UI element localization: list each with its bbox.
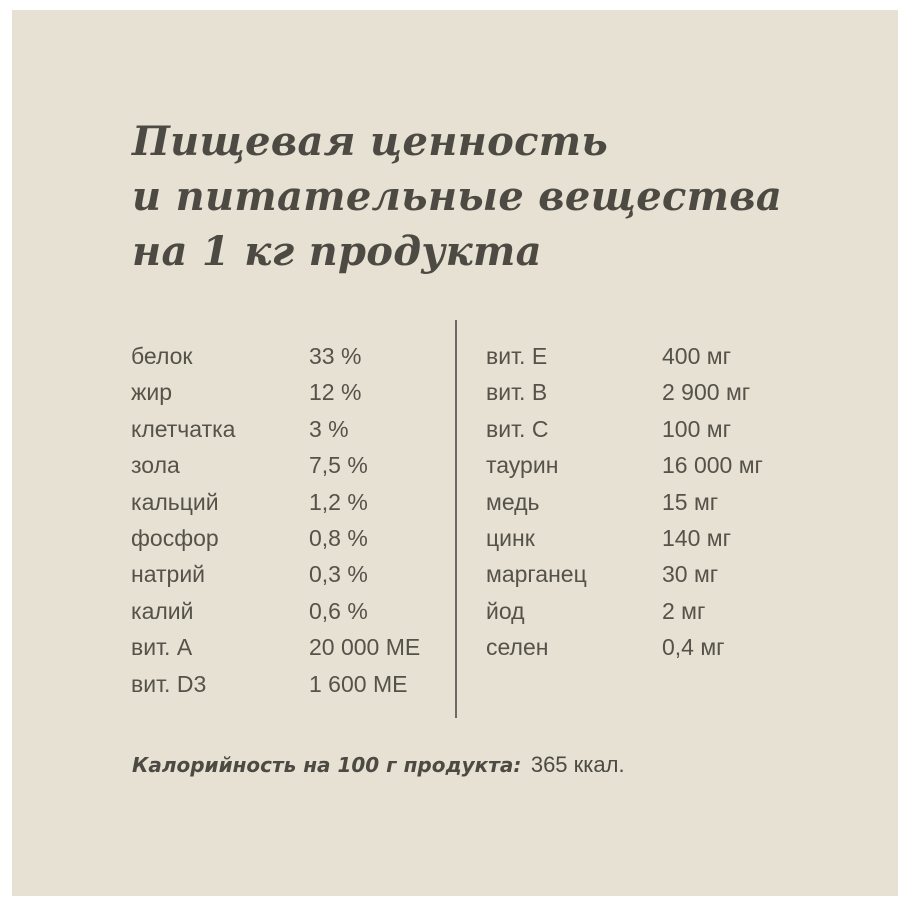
- nutrient-value: 1 600 МЕ: [309, 670, 408, 697]
- nutrient-name: марганец: [486, 561, 587, 588]
- nutrient-name: селен: [486, 634, 549, 661]
- nutrient-value: 15 мг: [662, 488, 719, 515]
- nutrient-name: жир: [131, 379, 173, 406]
- calorie-info: [132, 752, 625, 778]
- nutrient-name: клетчатка: [131, 415, 236, 442]
- title-line-3: на 1 кг продукта: [132, 228, 542, 275]
- nutrient-value: 100 мг: [662, 415, 731, 442]
- nutrient-value: 400 мг: [662, 343, 731, 369]
- nutrient-name: вит. Е: [486, 343, 548, 369]
- nutrient-name: вит. А: [131, 634, 193, 661]
- column-divider: [455, 320, 457, 718]
- nutrient-name: вит. В: [486, 379, 548, 406]
- calorie-value: 365 ккал.: [530, 752, 625, 777]
- nutrient-name: кальций: [131, 488, 219, 515]
- nutrient-name: вит. D3: [131, 670, 207, 697]
- nutrient-value: 140 мг: [662, 524, 731, 551]
- nutrient-value: 0,8 %: [309, 524, 368, 551]
- nutrient-value: 16 000 мг: [662, 452, 763, 479]
- nutrient-value: 20 000 МЕ: [309, 634, 421, 661]
- title-line-1: Пищевая ценность: [132, 118, 609, 165]
- nutrient-value: 0,3 %: [309, 561, 368, 588]
- nutrient-value: 1,2 %: [309, 488, 368, 515]
- nutrient-value: 2 900 мг: [662, 379, 751, 406]
- nutrient-value: 30 мг: [662, 561, 719, 588]
- nutrient-name: вит. С: [486, 415, 549, 442]
- nutrient-name: йод: [486, 597, 525, 624]
- nutrition-card: [12, 10, 898, 896]
- nutrient-value: 12 %: [309, 379, 362, 406]
- nutrient-name: фосфор: [131, 524, 219, 551]
- nutrient-name: зола: [131, 452, 180, 479]
- nutrient-name: белок: [131, 343, 193, 369]
- nutrient-value: 2 мг: [662, 597, 706, 624]
- nutrient-name: калий: [131, 597, 194, 624]
- title-line-2: и питательные вещества: [132, 173, 783, 220]
- nutrient-value: 3 %: [309, 415, 349, 442]
- nutrient-name: цинк: [486, 524, 535, 551]
- nutrient-value: 0,4 мг: [662, 634, 725, 661]
- nutrient-name: таурин: [486, 452, 559, 479]
- nutrient-name: натрий: [131, 561, 206, 588]
- page-title: [132, 114, 782, 279]
- calorie-label: Калорийность на 100 г продукта:: [132, 753, 522, 777]
- nutrient-name: медь: [486, 488, 540, 515]
- nutrient-value: 0,6 %: [309, 597, 368, 624]
- nutrient-value: 33 %: [309, 343, 362, 369]
- nutrient-value: 7,5 %: [309, 452, 368, 479]
